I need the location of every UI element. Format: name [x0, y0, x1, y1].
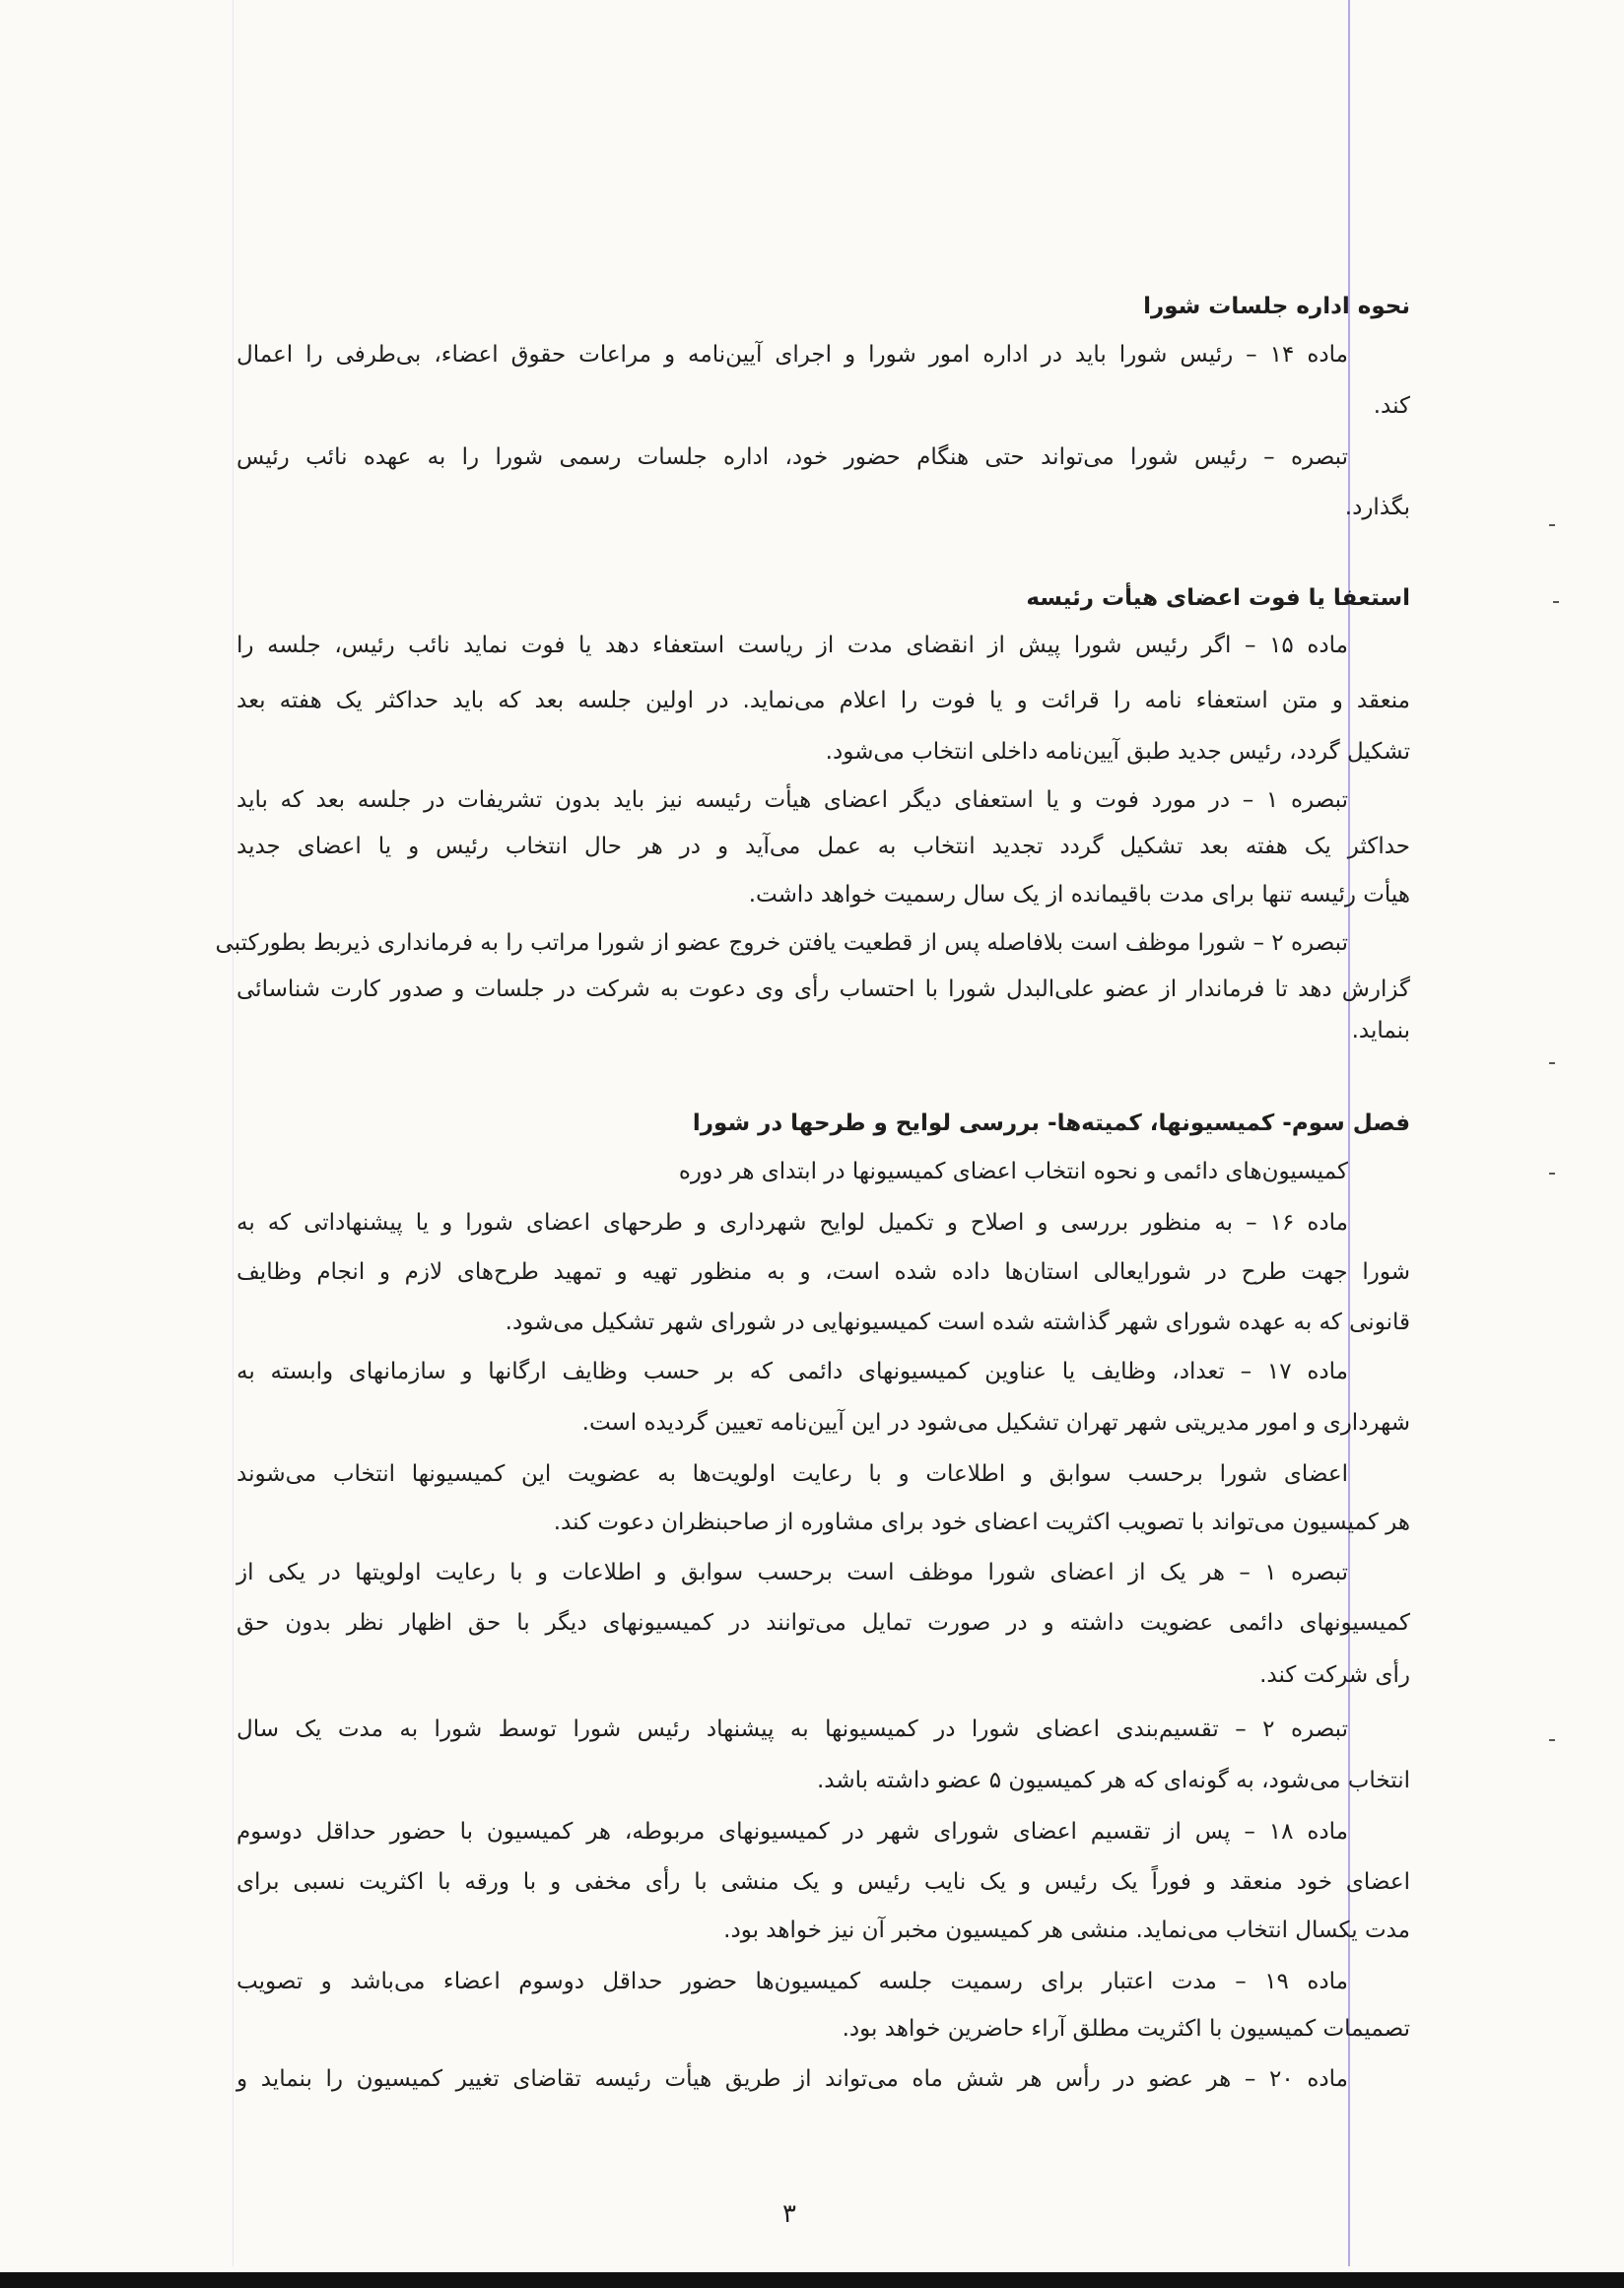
text-line: بنماید.: [1351, 1018, 1410, 1043]
text-line: کمیسیون‌های دائمی و نحوه انتخاب اعضای کمیسیونها در ابتدای هر دوره: [678, 1159, 1348, 1184]
text-line: مدت یکسال انتخاب می‌نماید. منشی هر کمیسیون مخبر آن نیز خواهد بود.: [723, 1918, 1410, 1943]
margin-line-left: [233, 0, 234, 2266]
text-line: اعضای خود منعقد و فوراً یک رئیس و یک نایب رئیس و یک منشی با رأی مخفی و با ورقه با اکثریت نسبی برای: [237, 1869, 1410, 1895]
text-line: شهرداری و امور مدیریتی شهر تهران تشکیل می‌شود در این آیین‌نامه تعیین گردیده است.: [581, 1410, 1410, 1436]
text-line: ماده ۱۵ – اگر رئیس شورا پیش از انقضای مدت از ریاست استعفاء دهد یا فوت نماید نائب رئیس، جلسه را: [237, 633, 1348, 658]
text-line: ماده ۱۹ – مدت اعتبار برای رسمیت جلسه کمیسیون‌ها حضور حداقل دوسوم اعضاء می‌باشد و تصویب: [237, 1969, 1348, 1994]
text-line: ماده ۲۰ – هر عضو در رأس هر شش ماه می‌تواند از طریق هیأت رئیسه تقاضای تغییر کمیسیون را بنماید و: [237, 2066, 1348, 2092]
scan-edge: [0, 2272, 1624, 2288]
text-line: شورا جهت طرح در شورایعالی استان‌ها داده شده است، و به منظور تهیه و تمهید طرح‌های لازم و انجام وظایف: [237, 1259, 1410, 1285]
text-line: ماده ۱۴ – رئیس شورا باید در اداره امور شورا و اجرای آیین‌نامه و مراعات حقوق اعضاء، بی‌طرفی را اعمال: [237, 342, 1348, 368]
text-line: هر کمیسیون می‌تواند با تصویب اکثریت اعضای خود برای مشاوره از صاحبنظران دعوت کند.: [553, 1510, 1410, 1535]
scan-mark: [1549, 1062, 1555, 1064]
text-line: گزارش دهد تا فرماندار از عضو علی‌البدل شورا با احتساب رأی وی دعوت به شرکت در جلسات و صدور کارت شناسائی: [237, 976, 1410, 1002]
text-line: کند.: [1373, 393, 1410, 419]
text-line: قانونی که به عهده شورای شهر گذاشته شده است کمیسیونهایی در شورای شهر تشکیل می‌شود.: [505, 1310, 1410, 1335]
text-line: تصمیمات کمیسیون با اکثریت مطلق آراء حاضرین خواهد بود.: [842, 2016, 1410, 2042]
text-line: بگذارد.: [1344, 495, 1410, 520]
scan-mark: [1549, 1739, 1555, 1741]
text-line: هیأت رئیسه تنها برای مدت باقیمانده از یک سال رسمیت خواهد داشت.: [748, 882, 1410, 908]
text-line: منعقد و متن استعفاء نامه را قرائت و یا فوت را اعلام می‌نماید. در اولین جلسه بعد که باید حداکثر یک هفته بعد: [237, 688, 1410, 713]
text-line: انتخاب می‌شود، به گونه‌ای که هر کمیسیون ۵ عضو داشته باشد.: [816, 1768, 1410, 1793]
text-line: تبصره ۲ – تقسیم‌بندی اعضای شورا در کمیسیونها به پیشنهاد رئیس شورا توسط شورا به مدت یک سال: [237, 1716, 1348, 1742]
text-line: تبصره ۱ – هر یک از اعضای شورا موظف است برحسب سوابق و اطلاعات و با رعایت اولویتها در یکی از: [237, 1560, 1349, 1585]
text-line: تبصره ۱ – در مورد فوت و یا استعفای دیگر اعضای هیأت رئیسه نیز باید بدون تشریفات در جلسه بعد که باید: [237, 787, 1348, 813]
section-heading: فصل سوم- کمیسیونها، کمیته‌ها- بررسی لوایح و طرحها در شورا: [692, 1110, 1410, 1136]
text-line: رأی شرکت کند.: [1259, 1662, 1410, 1688]
text-line: تشکیل گردد، رئیس جدید طبق آیین‌نامه داخلی انتخاب می‌شود.: [825, 739, 1410, 765]
section-heading: استعفا یا فوت اعضای هیأت رئیسه: [1026, 585, 1410, 611]
section-heading: نحوه اداره جلسات شورا: [1143, 294, 1410, 319]
text-line: اعضای شورا برحسب سوابق و اطلاعات و با رعایت اولویت‌ها به عضویت این کمیسیونها انتخاب می‌شوند: [237, 1461, 1348, 1487]
text-line: ماده ۱۶ – به منظور بررسی و اصلاح و تکمیل لوایح شهرداری و طرحهای اعضای شورا و یا پیشنهاداتی که به: [237, 1210, 1348, 1236]
text-line: ماده ۱۸ – پس از تقسیم اعضای شورای شهر در کمیسیونهای مربوطه، هر کمیسیون با حضور حداقل دوسوم: [237, 1819, 1349, 1845]
scan-mark: [1549, 1173, 1555, 1175]
text-line: حداکثر یک هفته بعد تشکیل گردد تجدید انتخاب به عمل می‌آید و در هر حال انتخاب رئیس و یا اعضای جدید: [237, 834, 1410, 859]
page-number: ۳: [782, 2199, 796, 2229]
text-line: کمیسیونهای دائمی عضویت داشته و در صورت تمایل می‌توانند در کمیسیونهای دیگر با حق اظهار نظر بدون حق: [237, 1610, 1410, 1636]
scan-mark: [1553, 601, 1559, 603]
scan-mark: [1549, 524, 1555, 526]
text-line: ماده ۱۷ – تعداد، وظایف یا عناوین کمیسیونهای دائمی که بر حسب وظایف ارگانها و سازمانهای وابسته به: [237, 1359, 1348, 1384]
text-line: تبصره – رئیس شورا می‌تواند حتی هنگام حضور خود، اداره جلسات رسمی شورا را به عهده نائب رئیس: [237, 444, 1348, 470]
text-line: تبصره ۲ – شورا موظف است بلافاصله پس از قطعیت یافتن خروج عضو از شورا مراتب را به فرمانداری ذیربط بطورکتبی: [215, 930, 1348, 956]
